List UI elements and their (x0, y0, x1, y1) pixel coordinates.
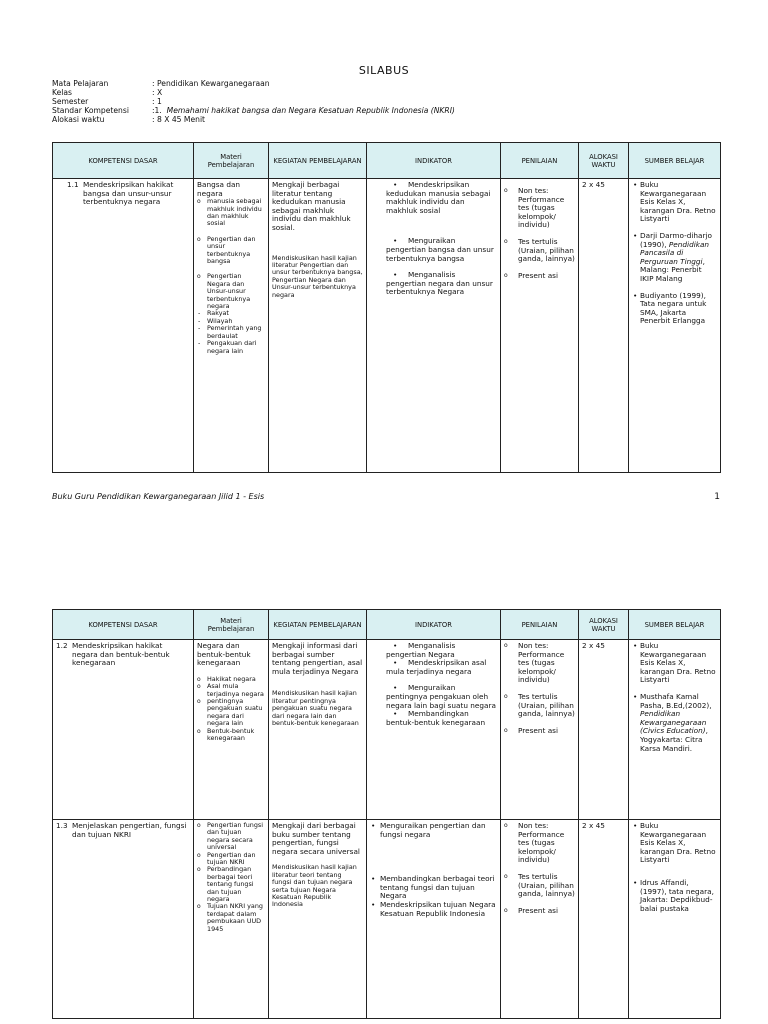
materi-sublist (197, 310, 265, 354)
materi-title: Bangsa dan negara (197, 180, 241, 198)
kd-cell (53, 179, 194, 473)
header-penilaian: PENILAIAN (501, 143, 579, 179)
sumber-cell (629, 820, 721, 1019)
meta-row-standard (52, 106, 455, 115)
materi-cell (194, 179, 269, 473)
meta-label: Alokasi waktu (52, 115, 105, 124)
table-header-row (53, 610, 721, 640)
sumber-list (632, 181, 717, 326)
list-item: • Membandingkan berbagai teori tentang fungsi dan tujuan Negara (370, 875, 497, 901)
materi-title: Negara dan bentuk-bentuk kenegaraan (197, 641, 251, 668)
page-footer (52, 492, 720, 502)
page-number: 1 (714, 492, 720, 502)
kd-number: 1.3 (56, 821, 68, 830)
kd-cell (53, 640, 194, 820)
table-row (53, 640, 721, 820)
materi-list (197, 676, 265, 743)
header-kd: KOMPETENSI DASAR (53, 610, 194, 640)
materi-list (197, 822, 265, 933)
list-item: • Menguraikan pentingnya pengakuan oleh negara lain bagi suatu negara (370, 684, 497, 710)
alokasi-cell: 2 x 45 (579, 640, 629, 820)
meta-row-class (52, 88, 455, 97)
list-item: • Buku Kewarganegaraan Esis Kelas X, karangan Dra. Retno Listyarti (632, 822, 717, 865)
list-item: - Rakyat (197, 310, 265, 317)
sumber-list (632, 642, 717, 753)
list-item: • Menganalisis pengertian Negara (370, 642, 497, 659)
footer-text: Buku Guru Pendidikan Kewarganegaraan Jilid 1 - Esis (52, 492, 265, 501)
syllabus-table-page2 (52, 609, 721, 1019)
kd-text: Menjelaskan pengertian, fungsi dan tujuan NKRI (72, 821, 187, 839)
meta-value: : 1 (152, 97, 162, 106)
list-item: • Buku Kewarganegaraan Esis Kelas X, karangan Dra. Retno Listyarti (632, 181, 717, 224)
materi-cell (194, 820, 269, 1019)
meta-value: : X (152, 88, 163, 97)
kd-number: 1.2 (56, 641, 68, 650)
list-item: • Mendeskripsikan tujuan Negara Kesatuan Republik Indonesia (370, 901, 497, 918)
kd-cell (53, 820, 194, 1019)
sumber-list (632, 822, 717, 913)
list-item: o Asal mula terjadinya negara (197, 683, 265, 698)
penilaian-list (504, 642, 575, 735)
list-item: o Tes tertulis (Uraian, pilihan ganda, lainnya) (504, 693, 575, 719)
header-kegiatan: KEGIATAN PEMBELAJARAN (269, 143, 367, 179)
kegiatan-text: Mengkaji dari berbagai buku sumber tentang pengertian, fungsi negara secara universal (272, 821, 360, 856)
table-header-row (53, 143, 721, 179)
list-item: o manusia sebagai makhluk individu dan makhluk sosial (197, 198, 265, 228)
kegiatan-text: Mengkaji informasi dari berbagai sumber tentang pengertian, asal mula terjadinya Negara (272, 641, 363, 676)
list-item: • Menguraikan pengertian bangsa dan unsur terbentuknya bangsa (370, 237, 497, 263)
penilaian-cell (501, 820, 579, 1019)
indikator-list (370, 822, 497, 918)
kegiatan-cell (269, 640, 367, 820)
list-item: o Non tes: Performance tes (tugas kelompok/ individu) (504, 642, 575, 685)
list-item: o Present asi (504, 907, 575, 916)
meta-row-subject (52, 79, 455, 88)
kegiatan-text: Mengkaji berbagai literatur tentang kedudukan manusia sebagai makhluk individu dan makhluk sosial. (272, 180, 351, 232)
header-sumber: SUMBER BELAJAR (629, 143, 721, 179)
header-alokasi: ALOKASI WAKTU (579, 143, 629, 179)
meta-label: Semester (52, 97, 89, 106)
list-item: o Hakikat negara (197, 676, 265, 683)
list-item: o Pengertian Negara dan Unsur-unsur terbentuknya negara (197, 273, 265, 310)
list-item: o Present asi (504, 272, 575, 281)
list-item: - Pengakuan dari negara lain (197, 340, 265, 355)
table-row (53, 820, 721, 1019)
list-item: o Non tes: Performance tes (tugas kelompok/ individu) (504, 822, 575, 865)
meta-value-prefix: :1. (152, 106, 162, 115)
header-sumber: SUMBER BELAJAR (629, 610, 721, 640)
list-item: - Wilayah (197, 318, 265, 325)
header-kegiatan: KEGIATAN PEMBELAJARAN (269, 610, 367, 640)
penilaian-cell (501, 640, 579, 820)
header-penilaian: PENILAIAN (501, 610, 579, 640)
header-indikator: INDIKATOR (367, 143, 501, 179)
list-item: • Membandingkan bentuk-bentuk kenegaraan (370, 710, 497, 727)
list-item: o Bentuk-bentuk kenegaraan (197, 728, 265, 743)
list-item: • Mendeskripsikan asal mula terjadinya negara (370, 659, 497, 676)
list-item: o Non tes: Performance tes (tugas kelompok/ individu) (504, 187, 575, 230)
list-item: o Pengertian fungsi dan tujuan negara secara universal (197, 822, 265, 852)
syllabus-meta (52, 79, 455, 124)
meta-value: : Pendidikan Kewarganegaraan (152, 79, 270, 88)
kd-text: Mendeskripsikan hakikat bangsa dan unsur-unsur terbentuknya negara (83, 180, 174, 207)
kd-number: 1.1 (67, 180, 79, 189)
alokasi-cell: 2 x 45 (579, 179, 629, 473)
meta-value (152, 106, 455, 115)
list-item: o Pengertian dan unsur terbentuknya bangsa (197, 236, 265, 266)
list-item: o Pengertian dan tujuan NKRI (197, 852, 265, 867)
list-item: • Idrus Affandi, (1997), tata negara, Jakarta: Depdikbud- balai pustaka (632, 879, 717, 913)
kegiatan-cell (269, 179, 367, 473)
list-item: • Musthafa Kamal Pasha, B.Ed,(2002), Pendidikan Kewarganegaraan (Civics Education), Yogyakarta: Citra Karsa Mandiri. (632, 693, 717, 753)
page-title: SILABUS (358, 64, 410, 77)
list-item: o Perbandingan berbagai teori tentang fungsi dan tujuan negara (197, 866, 265, 903)
table-row (53, 179, 721, 473)
meta-label: Mata Pelajaran (52, 79, 109, 88)
meta-row-semester (52, 97, 455, 106)
list-item: • Mendeskripsikan kedudukan manusia sebagai makhluk individu dan makhluk sosial (370, 181, 497, 215)
list-item: • Menganalisis pengertian negara dan unsur terbentuknya Negara (370, 271, 497, 297)
list-item: • Darji Darmo-diharjo (1990), Pendidikan Pancasila di Perguruan Tinggi, Malang: Penerbit IKIP Malang (632, 232, 717, 284)
indikator-cell (367, 640, 501, 820)
list-item: o pentingnya pengakuan suatu negara dari negara lain (197, 698, 265, 728)
kd-text: Mendeskripsikan hakikat negara dan bentuk-bentuk kenegaraan (72, 641, 170, 668)
sumber-cell (629, 640, 721, 820)
list-item: o Tes tertulis (Uraian, pilihan ganda, lainnya) (504, 873, 575, 899)
header-materi: Materi Pembelajaran (194, 143, 269, 179)
meta-label: Kelas (52, 88, 72, 97)
penilaian-list (504, 187, 575, 280)
list-item: - Pemerintah yang berdaulat (197, 325, 265, 340)
list-item: • Menguraikan pengertian dan fungsi negara (370, 822, 497, 839)
header-kd: KOMPETENSI DASAR (53, 143, 194, 179)
alokasi-cell: 2 x 45 (579, 820, 629, 1019)
list-item: o Tes tertulis (Uraian, pilihan ganda, lainnya) (504, 238, 575, 264)
list-item: o Tujuan NKRI yang terdapat dalam pembukaan UUD 1945 (197, 903, 265, 933)
header-alokasi: ALOKASI WAKTU (579, 610, 629, 640)
meta-value: : 8 X 45 Menit (152, 115, 206, 124)
list-item: • Buku Kewarganegaraan Esis Kelas X, karangan Dra. Retno Listyarti (632, 642, 717, 685)
list-item: • Budiyanto (1999), Tata negara untuk SMA, Jakarta Penerbit Erlangga (632, 292, 717, 326)
indikator-cell (367, 179, 501, 473)
penilaian-list (504, 822, 575, 915)
header-indikator: INDIKATOR (367, 610, 501, 640)
materi-list (197, 198, 265, 310)
kegiatan-text: Mendiskusikan hasil kajian literatur pentingnya pengakuan suatu negara dari negara lain dan bentuk-bentuk kenegaraan (272, 689, 359, 727)
penilaian-cell (501, 179, 579, 473)
meta-value-italic: Memahami hakikat bangsa dan Negara Kesatuan Republik Indonesia (NKRI) (166, 106, 455, 115)
kegiatan-text: Mendiskusikan hasil kajian literatur teori tentang fungsi dan tujuan negara serta tujuan Negara Kesatuan Republik Indonesia (272, 863, 357, 909)
syllabus-table-page1 (52, 142, 721, 473)
indikator-list (370, 181, 497, 297)
header-materi: Materi Pembelajaran (194, 610, 269, 640)
materi-cell (194, 640, 269, 820)
list-item: o Present asi (504, 727, 575, 736)
meta-row-time (52, 115, 455, 124)
kegiatan-text: Mendiskusikan hasil kajian literatur Pengertian dan unsur terbentuknya bangsa, Pengertian Negara dan Unsur-unsur terbentuknya negara (272, 253, 363, 299)
indikator-list (370, 642, 497, 727)
indikator-cell (367, 820, 501, 1019)
kegiatan-cell (269, 820, 367, 1019)
sumber-cell (629, 179, 721, 473)
meta-label: Standar Kompetensi (52, 106, 129, 115)
